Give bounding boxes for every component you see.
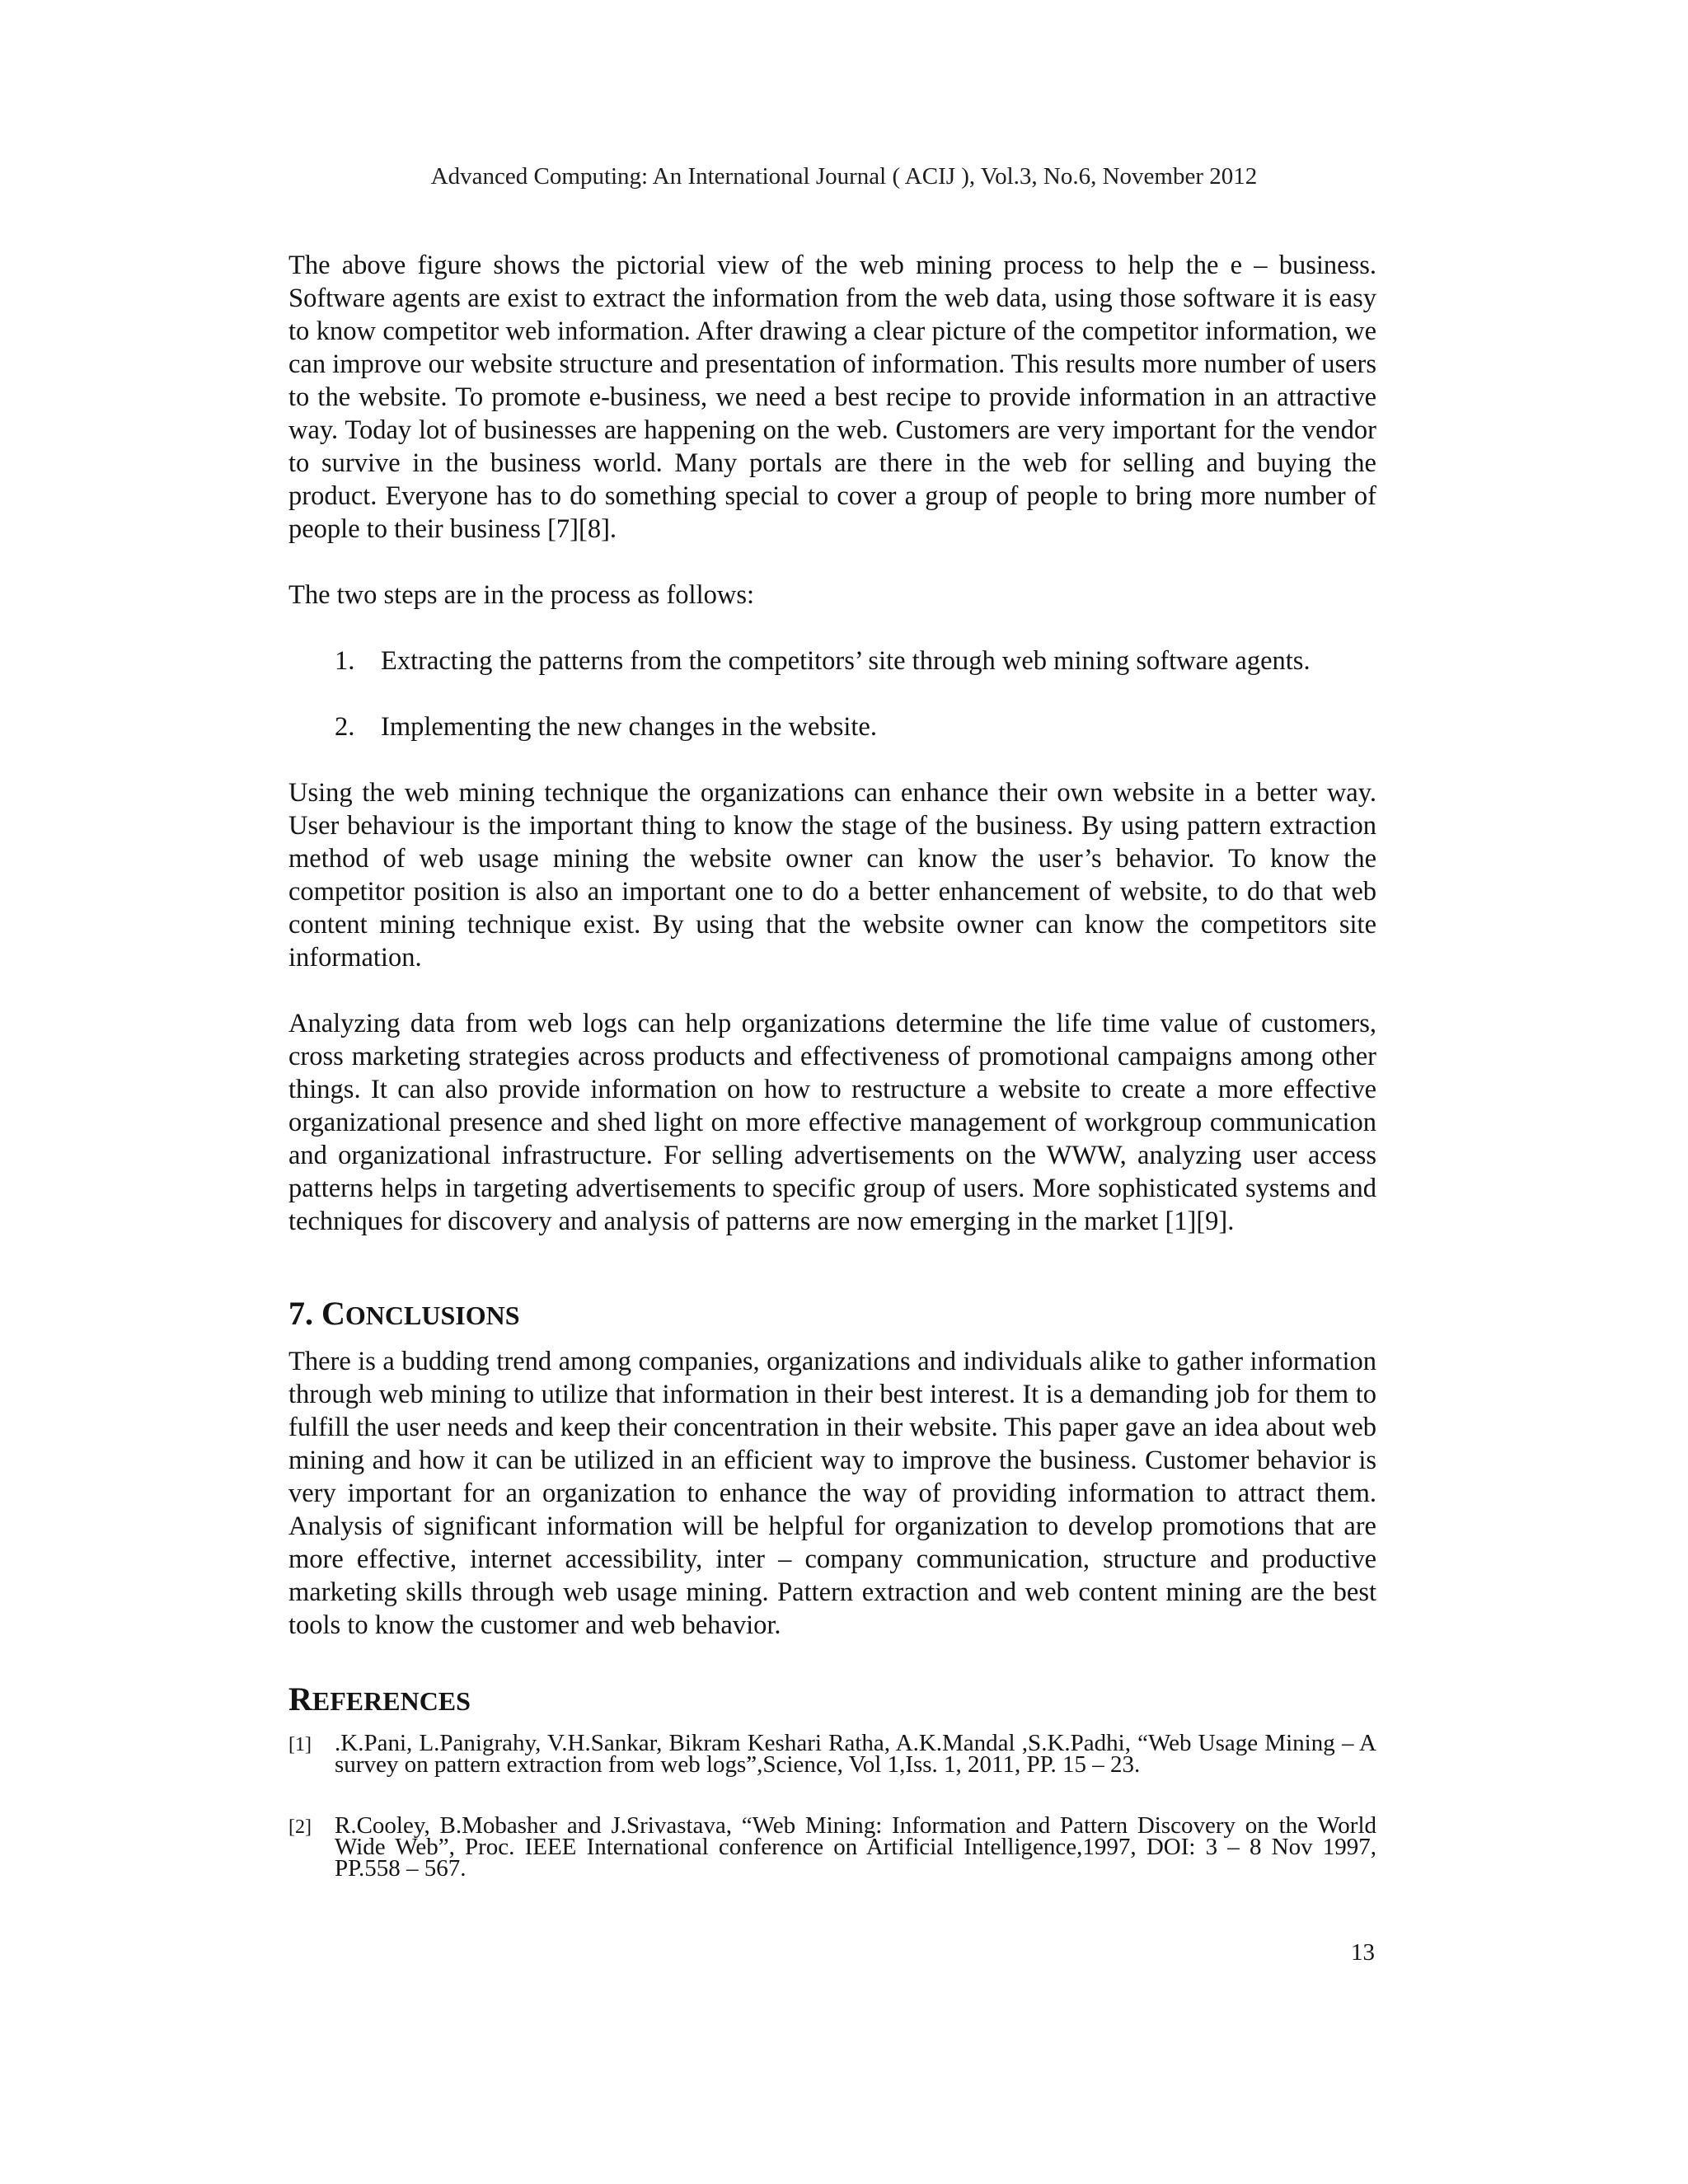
- body-paragraph-2: Using the web mining technique the organizations can enhance their own website in a better way. User behaviour is the important thing to know the stage of the business. By using pattern extraction method of web usage mining the website owner can know the user’s behavior. To know the competitor position is also an important one to do a better enhancement of website, to do that web content mining technique exist. By using that the website owner can know the competitors site information.: [288, 778, 1376, 972]
- reference-list: [288, 1730, 1376, 1882]
- list-item: [288, 710, 1376, 743]
- body-paragraph-3: Analyzing data from web logs can help organizations determine the life time value of customers, cross marketing strategies across products and effectiveness of promotional campaigns among other things. It can also provide information on how to restructure a website to create a more effective organizational presence and shed light on more effective management of workgroup communication and organizational infrastructure. For selling advertisements on the WWW, analyzing user access patterns helps in targeting advertisements to specific group of users. More sophisticated systems and techniques for discovery and analysis of patterns are now emerging in the market [1][9].: [288, 1009, 1376, 1236]
- list-item-text: Extracting the patterns from the competitors’ site through web mining software agents.: [381, 646, 1311, 676]
- list-item-text: Implementing the new changes in the website.: [381, 712, 877, 742]
- reference-text: .K.Pani, L.Panigrahy, V.H.Sankar, Bikram Keshari Ratha, A.K.Mandal ,S.K.Padhi, “Web Usage Mining – A survey on pattern extraction from web logs”,Science, Vol 1,Iss. 1, 2011, PP. 15 – 23.: [335, 1730, 1376, 1778]
- reference-number: [2]: [288, 1816, 312, 1838]
- reference-number: [1]: [288, 1734, 312, 1755]
- body-paragraph-1: The above figure shows the pictorial view of the web mining process to help the e – business. Software agents are exist to extract the information from the web data, using those software it is easy to know competitor web information. After drawing a clear picture of the competitor information, we can improve our website structure and presentation of information. This results more number of users to the website. To promote e-business, we need a best recipe to provide information in an attractive way. Today lot of businesses are happening on the web. Customers are very important for the vendor to survive in the business world. Many portals are there in the web for selling and buying the product. Everyone has to do something special to cover a group of people to bring more number of people to their business [7][8].: [288, 251, 1376, 544]
- page-body: [288, 249, 1376, 1882]
- conclusions-heading: [288, 1296, 1376, 1333]
- steps-list: [288, 644, 1376, 743]
- reference-text: R.Cooley, B.Mobasher and J.Srivastava, “Web Mining: Information and Pattern Discovery on the World Wide Web”, Proc. IEEE International conference on Artificial Intelligence,1997, DOI: 3 – 8 Nov 1997, PP.558 – 567.: [335, 1812, 1376, 1882]
- section-number: 7.: [288, 1295, 321, 1332]
- reference-item: [288, 1812, 1376, 1882]
- list-item-number: 1.: [335, 646, 355, 676]
- running-header: Advanced Computing: An International Journal ( ACIJ ), Vol.3, No.6, November 2012: [430, 163, 1258, 190]
- references-heading: [288, 1681, 1376, 1719]
- steps-intro: The two steps are in the process as follows:: [288, 580, 755, 610]
- conclusions-paragraph: There is a budding trend among companies, organizations and individuals alike to gather information through web mining to utilize that information in their best interest. It is a demanding job for them to fulfill the user needs and keep their concentration in their website. This paper gave an idea about web mining and how it can be utilized in an efficient way to improve the business. Customer behavior is very important for an organization to enhance the way of providing information to attract them. Analysis of significant information will be helpful for organization to develop promotions that are more effective, internet accessibility, inter – company communication, structure and productive marketing skills through web usage mining. Pattern extraction and web content mining are the best tools to know the customer and web behavior.: [288, 1347, 1376, 1640]
- list-item-number: 2.: [335, 712, 355, 742]
- heading-rest: ONCLUSIONS: [345, 1301, 520, 1330]
- heading-initial: R: [288, 1680, 312, 1718]
- heading-initial: C: [321, 1295, 345, 1332]
- heading-rest: EFERENCES: [312, 1686, 471, 1716]
- reference-item: [288, 1730, 1376, 1778]
- list-item: [288, 644, 1376, 677]
- page-number: 13: [1351, 1939, 1375, 1966]
